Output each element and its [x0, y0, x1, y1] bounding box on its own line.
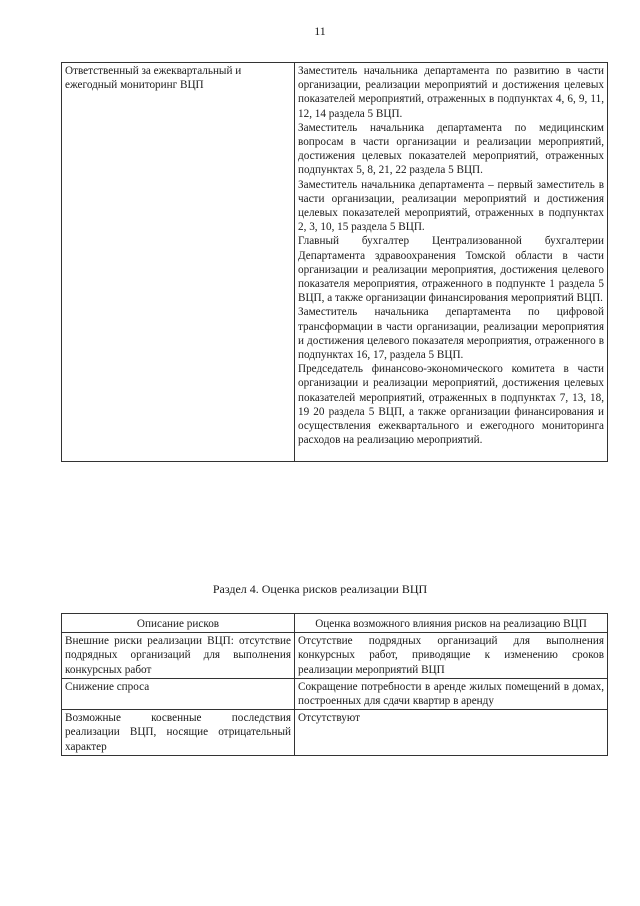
risk-description: Возможные косвенные последствия реализации ВЦП, носящие отрицательный характер — [62, 710, 295, 756]
page-number: 11 — [314, 24, 326, 38]
column-header: Описание рисков — [62, 614, 295, 633]
column-header: Оценка возможного влияния рисков на реализацию ВЦП — [295, 614, 608, 633]
risk-impact: Отсутствие подрядных организаций для выполнения конкурсных работ, приводящие к изменению сроков реализации мероприятий ВЦП — [295, 633, 608, 679]
risk-impact: Сокращение потребности в аренде жилых помещений в домах, построенных для сдачи квартир в аренду — [295, 678, 608, 709]
responsibility-details — [295, 63, 608, 462]
responsibility-paragraph: Заместитель начальника департамента по цифровой трансформации в части организации, реализации мероприятия и достижения целевого показателя мероприятия, отраженного в подпунктах 16, 17, раздела 5 ВЦП. — [298, 306, 604, 362]
responsibility-paragraph: Главный бухгалтер Централизованной бухгалтерии Департамента здравоохранения Томской области в части организации и реализации мероприятия, достижения целевого показателя мероприятия, отраженного в подпункте 1 раздела 5 ВЦП, а также организации финансирования мероприятий ВЦП. — [298, 235, 604, 305]
table-header-row — [62, 614, 608, 633]
responsibility-paragraph: Заместитель начальника департамента по развитию в части организации, реализации мероприятий и достижения целевых показателей мероприятий, отраженных в подпунктах 4, 6, 9, 11, 12, 14 раздела 5 ВЦП. — [298, 65, 604, 120]
table-row — [62, 63, 608, 462]
risk-impact: Отсутствуют — [295, 710, 608, 756]
responsibility-paragraph: Заместитель начальника департамента по медицинским вопросам в части организации и реализации мероприятий, достижения целевых показателей мероприятий, отраженных подпунктах 5, 8, 21, 22 раздела 5 ВЦП. — [298, 121, 604, 177]
section-title: Раздел 4. Оценка рисков реализации ВЦП — [212, 582, 428, 596]
table-row — [62, 633, 608, 679]
table-row — [62, 678, 608, 709]
responsibility-table — [61, 62, 608, 462]
risk-table — [61, 613, 608, 756]
responsibility-label: Ответственный за ежеквартальный и ежегодный мониторинг ВЦП — [62, 63, 295, 462]
responsibility-paragraph: Заместитель начальника департамента – первый заместитель в части организации, реализации мероприятий и достижения целевых показателей мероприятий, отраженных в подпунктах 2, 3, 10, 15 раздела 5 ВЦП. — [298, 178, 604, 234]
table-row — [62, 710, 608, 756]
risk-description: Снижение спроса — [62, 678, 295, 709]
risk-description: Внешние риски реализации ВЦП: отсутствие подрядных организаций для выполнения конкурсных работ — [62, 633, 295, 679]
responsibility-paragraph: Председатель финансово-экономического комитета в части организации и реализации мероприятий, достижения целевых показателей мероприятий, отраженных в подпунктах 7, 13, 18, 19 20 раздела 5 ВЦП, а также организации финансирования и осуществления ежеквартального и ежегодного мониторинга расходов на реализацию мероприятий. — [298, 363, 604, 447]
